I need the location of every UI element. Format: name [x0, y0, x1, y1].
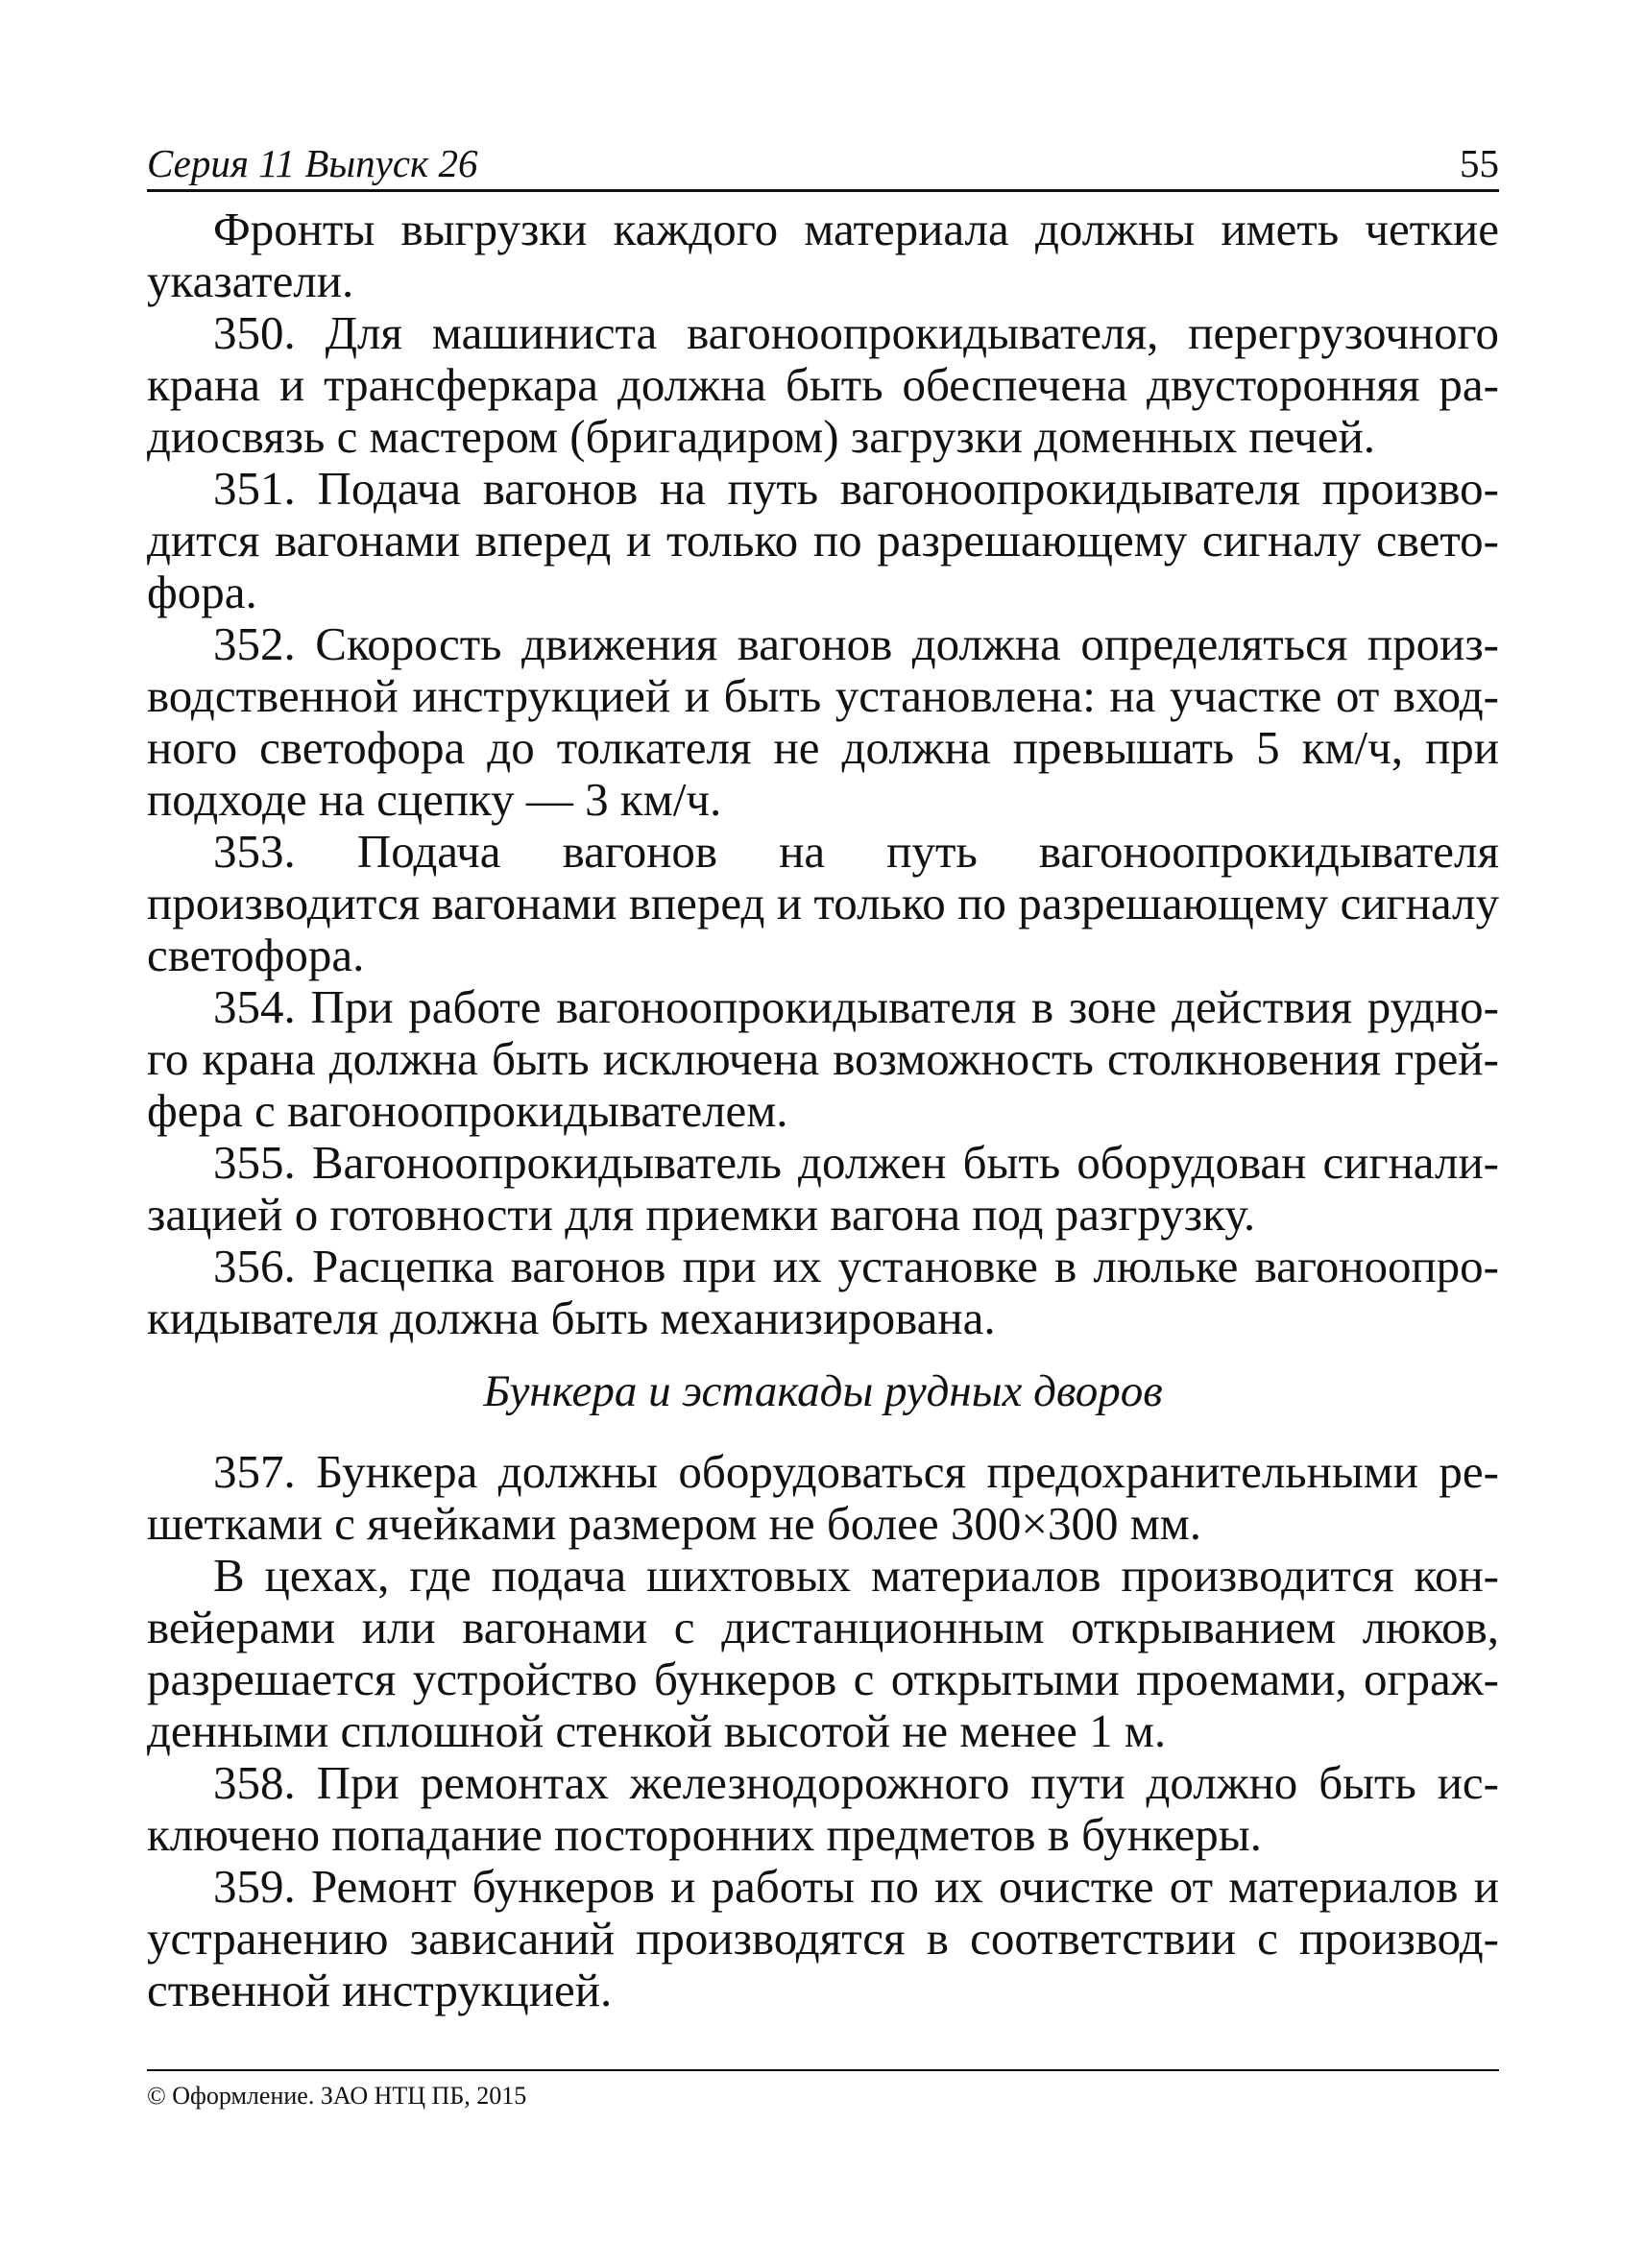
page-footer [147, 2069, 1499, 2111]
paragraph-352: 352. Скорость движения вагонов должна определяться производственной инструкцией и быть установлена: на участке от входного светофора до толкателя не должна превышать 5 км/ч, при подходе на сцепку — 3 км/ч. [147, 617, 1499, 826]
paragraph: Фронты выгрузки каждого материала должны иметь четкие указатели. [147, 203, 1499, 307]
copyright-notice: © Оформление. ЗАО НТЦ ПБ, 2015 [147, 2082, 527, 2110]
paragraph-357: 357. Бункера должны оборудоваться предохранительными решетками с ячейками размером не более 300×300 мм. [147, 1445, 1499, 1550]
paragraph-355: 355. Вагоноопрокидыватель должен быть оборудован сигнализацией о готовности для приемки вагона под разгрузку. [147, 1136, 1499, 1241]
paragraph: В цехах, где подача шихтовых материалов производится конвейерами или вагонами с дистанционным открыванием люков, разрешается устройство бункеров с открытыми проемами, огражденными сплошной стенкой высотой не менее 1 м. [147, 1549, 1499, 1757]
running-header [147, 141, 1499, 192]
series-title: Серия 11 Выпуск 26 [147, 141, 478, 185]
paragraph-354: 354. При работе вагоноопрокидывателя в зоне действия рудного крана должна быть исключена возможность столкновения грейфера с вагоноопрокидывателем. [147, 980, 1499, 1137]
paragraph-359: 359. Ремонт бункеров и работы по их очистке от материалов и устранению зависаний производятся в соответствии с производственной инструкцией. [147, 1860, 1499, 2016]
paragraph-358: 358. При ремонтах железнодорожного пути должно быть исключено попадание посторонних предметов в бункеры. [147, 1756, 1499, 1861]
paragraph-356: 356. Расцепка вагонов при их установке в люльке вагоноопрокидывателя должна быть механизирована. [147, 1240, 1499, 1344]
document-body [147, 204, 1499, 2016]
section-title: Бункера и эстакады рудных дворов [483, 1366, 1163, 1416]
page-number: 55 [1460, 141, 1499, 185]
paragraph-350: 350. Для машиниста вагоноопрокидывателя, перегрузочного крана и трансферкара должна быть обеспечена двусторонняя радиосвязь с мастером (бригадиром) загрузки доменных печей. [147, 306, 1499, 463]
document-page [147, 141, 1499, 2016]
paragraph-353: 353. Подача вагонов на путь вагоноопрокидывателя производится вагонами вперед и только по разрешающему сигналу светофора. [147, 825, 1499, 981]
paragraph-351: 351. Подача вагонов на путь вагоноопрокидывателя производится вагонами вперед и только по разрешающему сигналу светофора. [147, 462, 1499, 618]
